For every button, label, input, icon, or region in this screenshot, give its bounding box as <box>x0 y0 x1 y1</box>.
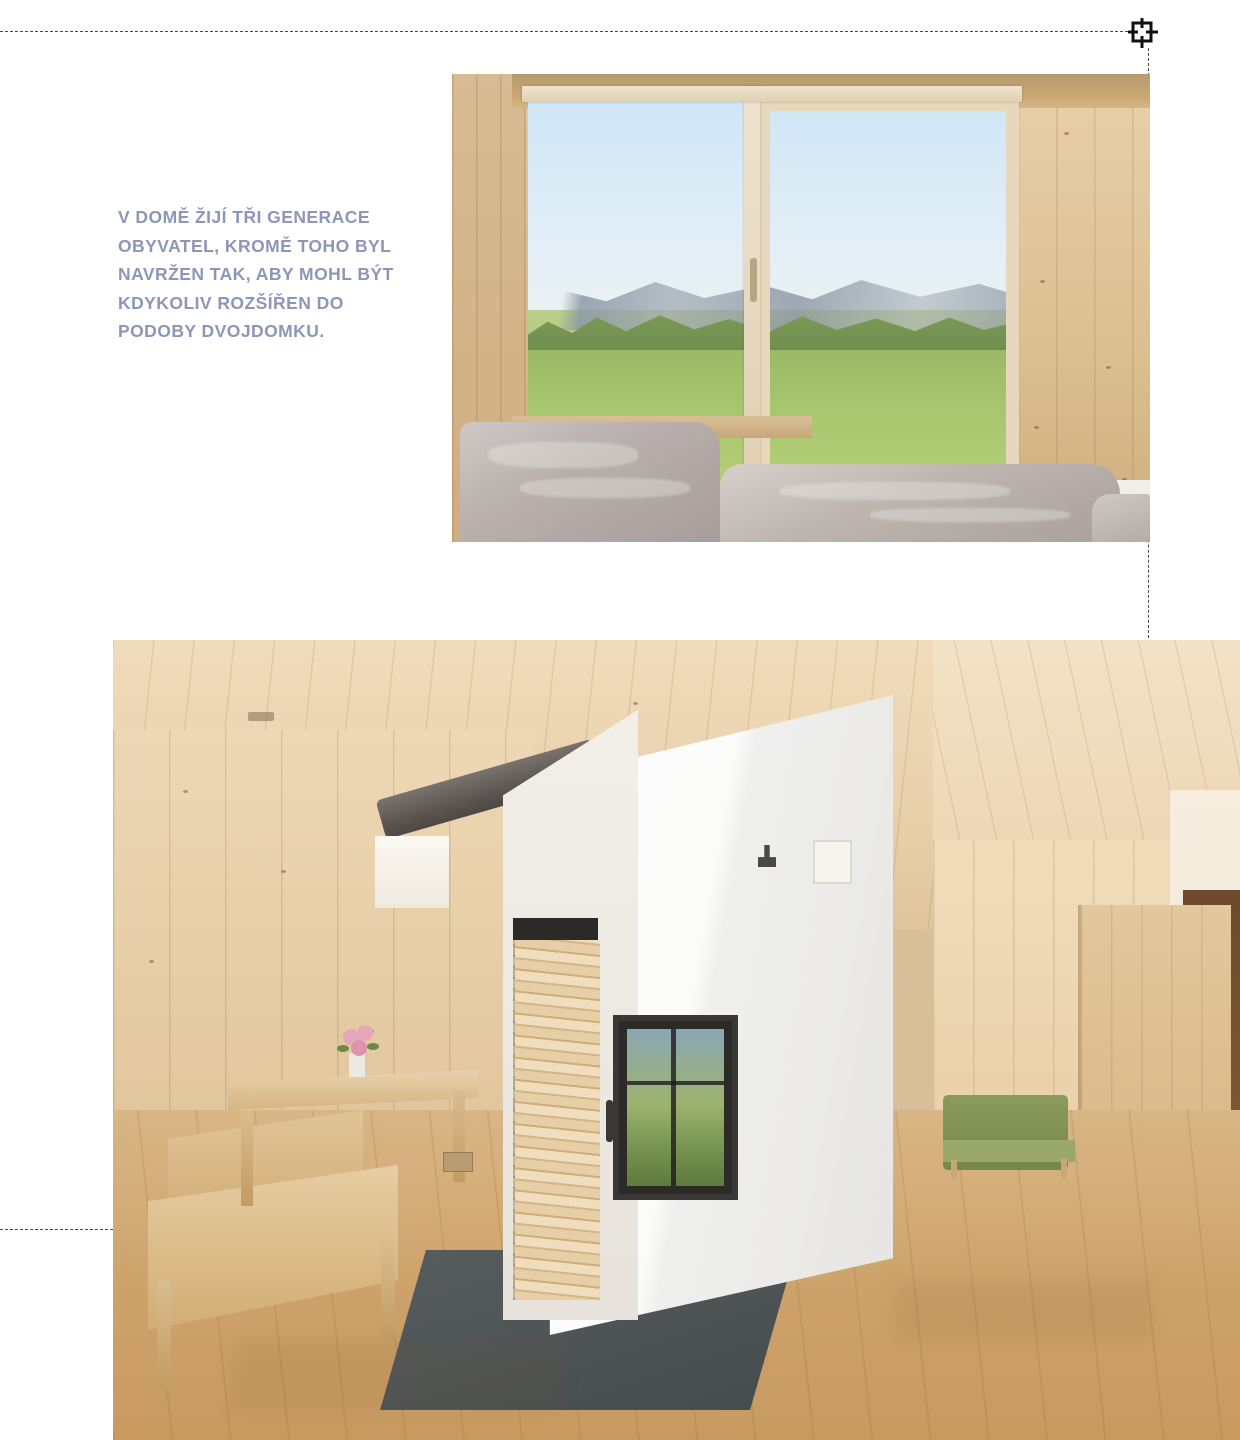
crop-mark-icon <box>1128 18 1162 52</box>
bench-leg <box>241 1110 253 1206</box>
bench-leg <box>157 1280 171 1390</box>
wall-vent-box <box>375 836 449 908</box>
flower-vase <box>335 1025 381 1080</box>
image-living-room-with-white-stove <box>113 640 1240 1440</box>
vase <box>349 1053 365 1077</box>
bench-leg <box>381 1240 395 1340</box>
beds-group <box>452 407 1150 542</box>
floor-shadow <box>233 1340 563 1410</box>
wall-control-panel <box>813 840 852 884</box>
floor-outlet <box>443 1152 473 1172</box>
bed-far-right <box>1092 494 1150 542</box>
firebox-handle <box>606 1100 613 1142</box>
bed-left <box>460 422 720 542</box>
image-bedroom-with-corner-window <box>452 74 1150 542</box>
crop-line-top <box>0 31 1128 32</box>
crop-line-bottom-left <box>0 1229 113 1230</box>
sofa-leg <box>951 1160 957 1180</box>
bed-right <box>720 464 1120 542</box>
floor-shadow <box>893 1280 1153 1340</box>
sofa-leg <box>1061 1158 1067 1178</box>
stacked-firewood <box>513 940 600 1300</box>
window-head-frame <box>522 86 1022 102</box>
pull-quote: V DOMĚ ŽIJÍ TŘI GENERACE OBYVATEL, KROMĚ TOHO BYL NAVRŽEN TAK, ABY MOHL BÝT KDYKOLIV ROZŠÍŘEN DO PODOBY DVOJDOMKU. <box>118 207 394 342</box>
green-sofa-seat <box>943 1140 1075 1162</box>
window-handle <box>750 258 757 302</box>
firebox <box>613 1015 738 1200</box>
